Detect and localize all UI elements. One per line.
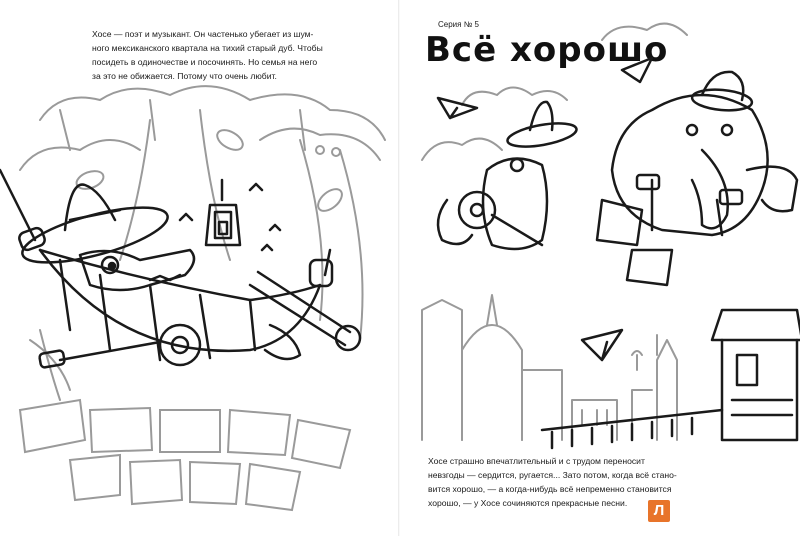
publisher-logo: Л <box>648 500 670 522</box>
intro-line: посидеть в одиночестве и посочинять. Но семья на него <box>92 57 318 67</box>
bottom-line: вится хорошо, — а когда-нибудь всё непременно становится <box>428 484 672 494</box>
bottom-line: хорошо, — у Хосе сочиняются прекрасные песни. <box>428 498 628 508</box>
intro-line: Хосе — поэт и музыкант. Он частенько убегает из шум- <box>92 29 314 39</box>
intro-line: ного мексиканского квартала на тихий старый дуб. Чтобы <box>92 43 323 53</box>
bottom-line: невзгоды — сердится, ругается... Зато потом, когда всё стано- <box>428 470 677 480</box>
flying-illustration <box>402 0 800 450</box>
series-label: Серия № 5 <box>438 20 479 29</box>
bottom-line: Хосе страшно впечатлительный и с трудом переносит <box>428 456 645 466</box>
page-title: Всё хорошо <box>425 30 669 70</box>
intro-text <box>92 27 354 83</box>
bottom-text <box>428 454 728 510</box>
intro-line: за это не обижается. Потому что очень любит. <box>92 71 277 81</box>
hammock-illustration <box>0 80 398 536</box>
